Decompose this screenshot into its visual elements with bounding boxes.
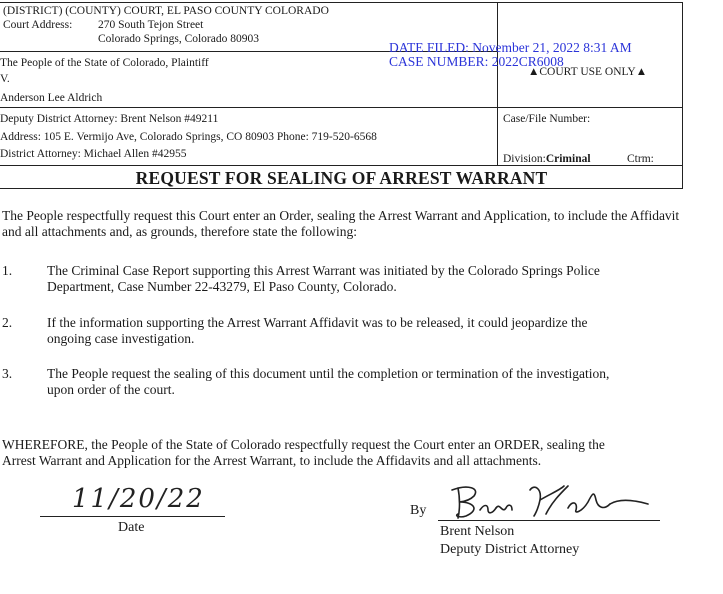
date-filed-stamp: DATE FILED: November 21, 2022 8:31 AM	[389, 40, 632, 55]
handwritten-date: 11/20/22	[72, 484, 205, 514]
court-use-only-label: ▲COURT USE ONLY▲	[528, 66, 648, 78]
item-number: 3.	[2, 366, 13, 381]
date-signature-line	[40, 516, 225, 517]
case-number-stamp: CASE NUMBER: 2022CR6008	[389, 54, 564, 69]
date-label: Date	[118, 520, 145, 535]
signer-signature-line	[438, 520, 660, 521]
plaintiff-name: The People of the State of Colorado, Plaintiff	[0, 57, 209, 69]
item-line: The Criminal Case Report supporting this Arrest Warrant was initiated by the Colorado Springs Police	[47, 263, 600, 278]
item-line: ongoing case investigation.	[47, 331, 195, 346]
court-address-street: 270 South Tejon Street	[98, 19, 204, 31]
document-title: REQUEST FOR SEALING OF ARREST WARRANT	[135, 168, 548, 188]
court-address-label: Court Address:	[3, 19, 73, 31]
district-attorney-line: District Attorney: Michael Allen #42955	[0, 148, 187, 160]
item-number: 1.	[2, 263, 13, 278]
item-line: The People request the sealing of this document until the completion or termination of the investigation,	[47, 366, 610, 381]
versus-label: V.	[0, 73, 10, 85]
wherefore-line: Arrest Warrant and Application for the Arrest Warrant, to include the Affidavits and all attachments.	[2, 453, 542, 468]
court-name: (DISTRICT) (COUNTY) COURT, EL PASO COUNTY COLORADO	[3, 5, 329, 17]
caption-divider	[497, 2, 498, 166]
division-field	[503, 152, 591, 166]
court-address-city: Colorado Springs, Colorado 80903	[98, 33, 259, 45]
item-line: Department, Case Number 22-43279, El Paso County, Colorado.	[47, 279, 397, 294]
item-number: 2.	[2, 315, 13, 330]
caption-rule-2	[0, 107, 683, 108]
signer-name: Brent Nelson	[440, 524, 515, 539]
division-label: Division:	[503, 153, 546, 165]
caption-right-border	[682, 2, 683, 189]
item-line: If the information supporting the Arrest Warrant Affidavit was to be released, it could jeopardize the	[47, 315, 588, 330]
by-label: By	[410, 503, 427, 518]
caption-top-border	[0, 2, 683, 3]
attorney-address: Address: 105 E. Vermijo Ave, Colorado Springs, CO 80903 Phone: 719-520-6568	[0, 131, 377, 143]
wherefore-line: WHEREFORE, the People of the State of Colorado respectfully request the Court enter an ORDER, sealing the	[2, 437, 605, 452]
signer-title: Deputy District Attorney	[440, 542, 580, 557]
attorney-line: Deputy District Attorney: Brent Nelson #49211	[0, 113, 219, 125]
defendant-name: Anderson Lee Aldrich	[0, 92, 103, 104]
case-file-number-label: Case/File Number:	[503, 113, 591, 125]
division-value: Criminal	[545, 153, 591, 165]
item-line: upon order of the court.	[47, 382, 175, 397]
handwritten-signature	[438, 480, 668, 525]
intro-paragraph: The People respectfully request this Court enter an Order, sealing the Arrest Warrant and Application, to include the Affidavit and all attachments and, as grounds, therefore state the following:	[2, 208, 680, 239]
courtroom-label: Ctrm:	[627, 153, 654, 165]
